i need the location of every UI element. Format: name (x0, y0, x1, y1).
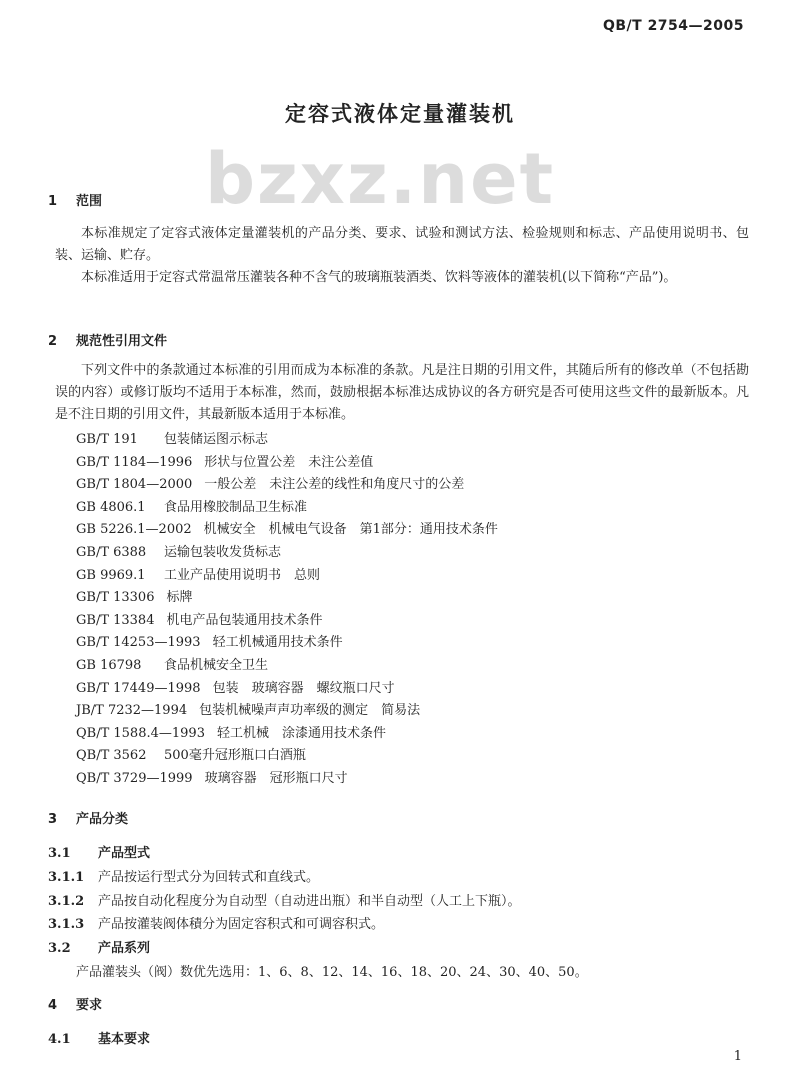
reference-item (76, 541, 756, 564)
reference-code: QB/T 3729—1999 (76, 770, 193, 786)
reference-title: 机械安全 机械电气设备 第1部分：通用技术条件 (203, 522, 498, 538)
clause-4-1 (48, 1028, 150, 1047)
reference-item (76, 518, 756, 541)
section-number: 3 (48, 812, 58, 827)
reference-item (76, 744, 756, 767)
clause-3-1 (48, 842, 150, 861)
section-3-heading (48, 808, 128, 827)
reference-title: 形状与位置公差 未注公差值 (204, 454, 374, 470)
reference-list (76, 428, 756, 790)
reference-item (76, 677, 756, 700)
clause-text: 产品按运行型式分为回转式和直线式。 (98, 870, 320, 885)
reference-code: GB/T 6388 (76, 544, 147, 560)
clause-text: 基本要求 (98, 1032, 151, 1047)
reference-item (76, 654, 756, 677)
reference-code: GB/T 13306 (76, 590, 155, 606)
reference-title: 标牌 (166, 590, 193, 606)
clause-text: 产品系列 (98, 941, 151, 956)
reference-code: QB/T 1588.4—1993 (76, 725, 205, 741)
reference-code: GB 16798 (76, 657, 142, 673)
clause-number: 3.1 (48, 846, 71, 861)
section-2-intro: 下列文件中的条款通过本标准的引用而成为本标准的条款。凡是注日期的引用文件，其随后所有的修改单（不包括勘误的内容）或修订版均不适用于本标准，然而，鼓励根据本标准达成协议的各方研究是否可使用这些文件的最新版本。凡是不注日期的引用文件，其最新版本适用于本标准。 (55, 363, 749, 422)
clause-3-2 (48, 937, 150, 956)
clause-number: 3.2 (48, 941, 71, 956)
section-number: 1 (48, 194, 58, 209)
section-number: 4 (48, 998, 58, 1013)
reference-code: GB/T 191 (76, 432, 138, 447)
reference-title: 食品机械安全卫生 (164, 657, 269, 673)
reference-item (76, 699, 756, 722)
reference-item (76, 586, 756, 609)
reference-code: GB 9969.1 (76, 567, 146, 583)
reference-code: GB/T 17449—1998 (76, 680, 201, 696)
clause-text: 产品按灌装阀体積分为固定容积式和可调容积式。 (98, 917, 385, 932)
section-title: 范围 (76, 194, 103, 209)
reference-item (76, 631, 756, 654)
reference-title: 运输包装收发货标志 (164, 544, 282, 560)
reference-code: GB 4806.1 (76, 499, 146, 515)
clause-number: 3.1.1 (48, 870, 85, 885)
document-title: 定容式液体定量灌装机 (285, 101, 515, 126)
section-1-heading (48, 190, 102, 209)
reference-title: 工业产品使用说明书 总则 (164, 567, 321, 583)
standard-code: QB/T 2754—2005 (602, 18, 744, 34)
reference-code: GB/T 1184—1996 (76, 454, 193, 470)
section-title: 产品分类 (76, 812, 129, 827)
reference-title: 包装 玻璃容器 螺纹瓶口尺寸 (212, 680, 395, 696)
reference-item (76, 451, 756, 474)
reference-title: 轻工机械 涂漆通用技术条件 (216, 725, 386, 741)
section-2-heading (48, 330, 167, 349)
reference-item (76, 767, 756, 790)
reference-item (76, 564, 756, 587)
reference-title: 一般公差 未注公差的线性和角度尺寸的公差 (204, 477, 465, 493)
reference-title: 500毫升冠形瓶口白酒瓶 (164, 748, 306, 764)
reference-title: 包装机械噪声声功率级的测定 简易法 (199, 703, 421, 719)
reference-title: 轻工机械通用技术条件 (212, 635, 343, 651)
reference-title: 玻璃容器 冠形瓶口尺寸 (204, 770, 348, 786)
reference-code: QB/T 3562 (76, 748, 147, 764)
page-number: 1 (733, 1049, 742, 1064)
reference-code: GB/T 14253—1993 (76, 635, 201, 651)
clause-number: 3.1.3 (48, 917, 85, 932)
clause-text: 产品按自动化程度分为自动型（自动进出瓶）和半自动型（人工上下瓶）。 (98, 894, 521, 909)
section-title: 规范性引用文件 (76, 334, 168, 349)
reference-item (76, 428, 756, 451)
clause-number: 4.1 (48, 1032, 71, 1047)
reference-item (76, 496, 756, 519)
reference-item (76, 473, 756, 496)
clause-3-1-2 (48, 890, 521, 909)
clause-3-1-3 (48, 913, 384, 932)
clause-3-1-1 (48, 866, 319, 885)
section-title: 要求 (76, 998, 103, 1013)
reference-code: JB/T 7232—1994 (76, 703, 188, 719)
reference-title: 机电产品包装通用技术条件 (166, 612, 323, 628)
reference-code: GB/T 13384 (76, 612, 155, 628)
section-1-paragraph-1: 本标准规定了定容式液体定量灌装机的产品分类、要求、试验和测试方法、检验规则和标志、产品使用说明书、包装、运输、贮存。 (55, 226, 749, 263)
reference-code: GB 5226.1—2002 (76, 522, 192, 538)
section-1-paragraph-2: 本标准适用于定容式常温常压灌装各种不含气的玻璃瓶装酒类、饮料等液体的灌装机(以下简称“产品”)。 (81, 270, 677, 285)
watermark: bzxz.net (204, 138, 556, 220)
clause-number: 3.1.2 (48, 894, 85, 909)
clause-text: 产品型式 (98, 846, 151, 861)
reference-title: 食品用橡胶制品卫生标准 (164, 499, 308, 515)
reference-item (76, 722, 756, 745)
reference-item (76, 609, 756, 632)
series-text: 产品灌装头（阀）数优先选用：1、6、8、12、14、16、18、20、24、30、40、50。 (76, 965, 588, 980)
reference-title: 包装储运图示标志 (164, 432, 269, 447)
section-number: 2 (48, 334, 58, 349)
section-4-heading (48, 994, 102, 1013)
reference-code: GB/T 1804—2000 (76, 477, 193, 493)
